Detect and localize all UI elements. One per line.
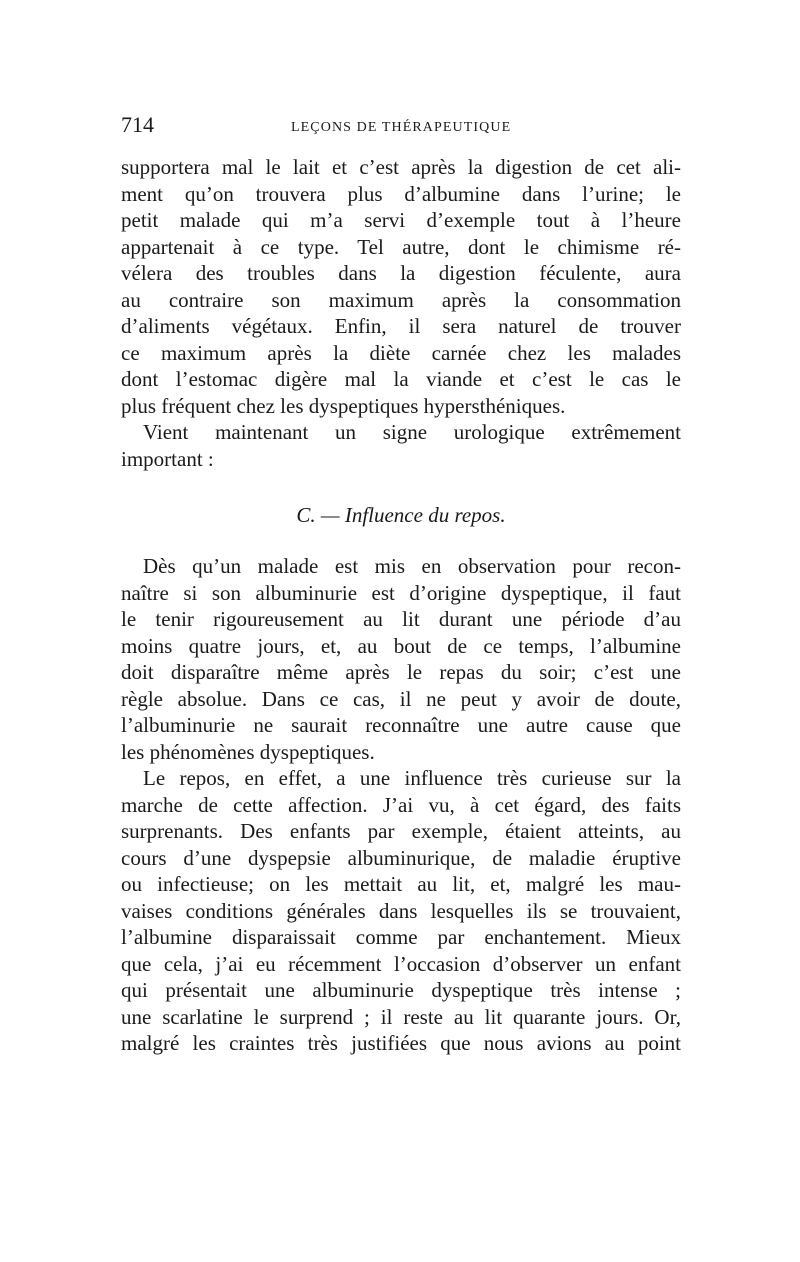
text-line: supportera mal le lait et c’est après la digestion de cet ali- bbox=[121, 155, 681, 179]
text-line: malgré les craintes très justifiées que nous avions au point bbox=[121, 1031, 681, 1055]
text-line: moins quatre jours, et, au bout de ce temps, l’albumine bbox=[121, 633, 681, 658]
text-line: une scarlatine le surprend ; il reste au lit quarante jours. Or, bbox=[121, 1004, 681, 1029]
text-line: vélera des troubles dans la digestion féculente, aura bbox=[121, 261, 681, 285]
text-line: dont l’estomac digère mal la viande et c’est le cas le bbox=[121, 367, 681, 391]
text-line: surprenants. Des enfants par exemple, étaient atteints, au bbox=[121, 819, 681, 843]
text-line: ou infectieuse; on les mettait au lit, et, malgré les mau- bbox=[121, 872, 681, 896]
text-line: vaises conditions générales dans lesquelles ils se trouvaient, bbox=[121, 898, 681, 923]
text-line: qui présentait une albuminurie dyspeptique très intense ; bbox=[121, 978, 681, 1002]
text-line: cours d’une dyspepsie albuminurique, de maladie éruptive bbox=[121, 845, 681, 870]
section-heading: C. — Influence du repos. bbox=[296, 503, 506, 527]
text-line: le tenir rigoureusement au lit durant une période d’au bbox=[121, 607, 681, 631]
text-line: appartenait à ce type. Tel autre, dont le chimisme ré- bbox=[121, 234, 681, 259]
text-line: que cela, j’ai eu récemment l’occasion d’observer un enfant bbox=[121, 951, 681, 976]
text-line: Vient maintenant un signe urologique extrêmement bbox=[143, 420, 681, 444]
page-number: 714 bbox=[121, 112, 154, 137]
text-line: naître si son albuminurie est d’origine dyspeptique, il faut bbox=[121, 580, 681, 605]
text-line: l’albuminurie ne saurait reconnaître une autre cause que bbox=[121, 713, 681, 737]
page-header bbox=[121, 112, 681, 146]
text-line: important : bbox=[121, 446, 214, 471]
text-line: Le repos, en effet, a une influence très curieuse sur la bbox=[143, 766, 681, 790]
text-line: ce maximum après la diète carnée chez les malades bbox=[121, 340, 681, 365]
paragraph-block-1 bbox=[121, 154, 681, 472]
text-line: marche de cette affection. J’ai vu, à cet égard, des faits bbox=[121, 792, 681, 817]
text-line: doit disparaître même après le repas du soir; c’est une bbox=[121, 660, 681, 684]
text-line: d’aliments végétaux. Enfin, il sera naturel de trouver bbox=[121, 314, 681, 338]
text-line: l’albumine disparaissait comme par enchantement. Mieux bbox=[121, 925, 681, 949]
text-line: les phénomènes dyspeptiques. bbox=[121, 739, 375, 764]
text-line: au contraire son maximum après la consommation bbox=[121, 287, 681, 312]
text-line: Dès qu’un malade est mis en observation pour recon- bbox=[143, 554, 681, 578]
running-title: LEÇONS DE THÉRAPEUTIQUE bbox=[291, 120, 512, 135]
paragraph-block-2 bbox=[121, 553, 681, 1057]
text-line: plus fréquent chez les dyspeptiques hypersthéniques. bbox=[121, 393, 566, 418]
text-line: petit malade qui m’a servi d’exemple tout à l’heure bbox=[121, 208, 681, 232]
text-line: règle absolue. Dans ce cas, il ne peut y avoir de doute, bbox=[121, 686, 681, 711]
text-line: ment qu’on trouvera plus d’albumine dans l’urine; le bbox=[121, 181, 681, 206]
